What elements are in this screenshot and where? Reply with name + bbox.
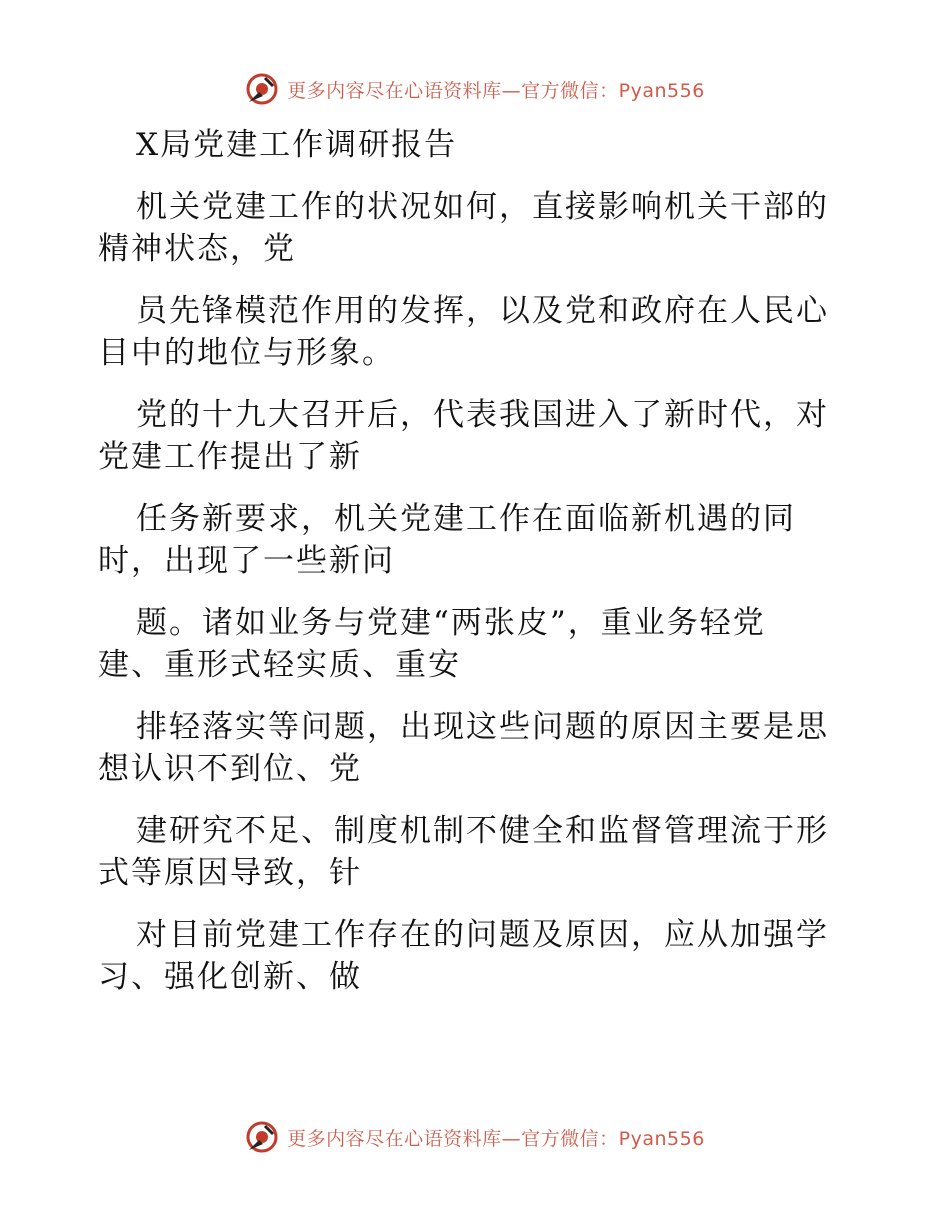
doc-line: 目中的地位与形象。	[98, 335, 395, 371]
doc-line: 机关党建工作的状况如何，直接影响机关干部的	[136, 189, 829, 225]
pen-nib-logo-icon	[245, 72, 279, 106]
doc-line: 员先锋模范作用的发挥，以及党和政府在人民心	[136, 293, 829, 329]
document-body	[98, 124, 858, 998]
header-watermark-text: 更多内容尽在心语资料库—官方微信：Pyan556	[287, 79, 705, 102]
doc-line: 党建工作提出了新	[98, 439, 362, 475]
doc-line: 任务新要求，机关党建工作在面临新机遇的同	[136, 501, 796, 537]
doc-line: 排轻落实等问题，出现这些问题的原因主要是思	[136, 709, 829, 745]
doc-line: 式等原因导致，针	[98, 855, 362, 891]
footer-watermark-text: 更多内容尽在心语资料库—官方微信：Pyan556	[287, 1127, 705, 1150]
pen-nib-logo-icon	[245, 1120, 279, 1154]
doc-line: 建研究不足、制度机制不健全和监督管理流于形	[136, 813, 829, 849]
doc-line: 精神状态，党	[98, 231, 296, 267]
doc-line: X局党建工作调研报告	[136, 127, 458, 163]
footer-watermark-banner	[0, 1120, 950, 1154]
header-watermark-banner	[0, 72, 950, 106]
doc-line: 习、强化创新、做	[98, 959, 362, 995]
doc-line: 想认识不到位、党	[98, 751, 362, 787]
doc-line: 建、重形式轻实质、重安	[98, 647, 461, 683]
doc-line: 时，出现了一些新问	[98, 543, 395, 579]
doc-line: 题。诸如业务与党建“两张皮”，重业务轻党	[136, 605, 766, 641]
doc-line: 党的十九大召开后，代表我国进入了新时代，对	[136, 397, 829, 433]
doc-line: 对目前党建工作存在的问题及原因，应从加强学	[136, 917, 829, 953]
